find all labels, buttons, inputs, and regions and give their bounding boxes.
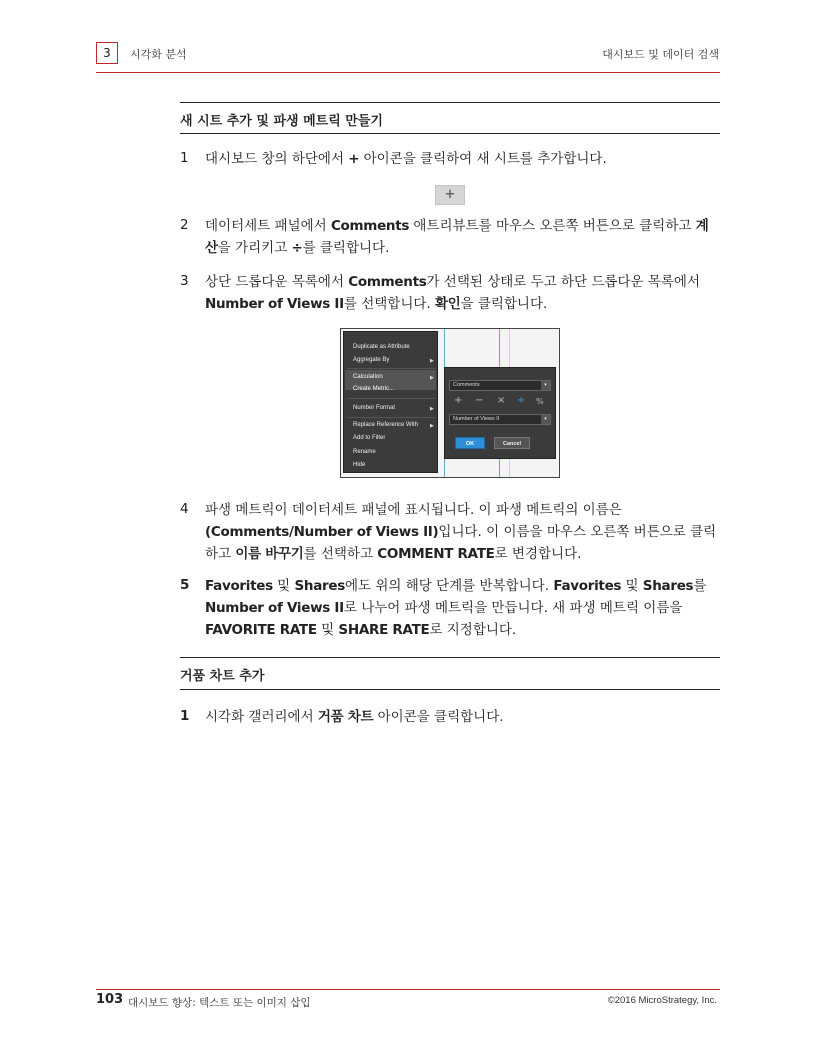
step-number: 2 <box>180 217 189 233</box>
step-text: 시각화 갤러리에서 거품 차트 아이콘을 클릭합니다. <box>205 709 504 725</box>
menu-item-duplicate[interactable]: Duplicate as Attribute <box>353 344 410 350</box>
submenu-arrow-icon: ▶ <box>430 375 434 381</box>
menu-item-replace-reference[interactable]: Replace Reference With <box>353 422 419 428</box>
menu-item-aggregate[interactable]: Aggregate By <box>353 357 390 363</box>
step-number: 4 <box>180 501 189 517</box>
running-title: 대시보드 및 데이터 검색 <box>602 48 719 61</box>
step-number: 3 <box>180 273 189 289</box>
step-text: 상단 드롭다운 목록에서 Comments가 선택된 상태로 두고 하단 드롭다운 목록에서 Number of Views II를 선택합니다. 확인을 클릭합니다. <box>205 274 700 312</box>
submenu-arrow-icon: ▶ <box>430 423 434 429</box>
menu-item-rename[interactable]: Rename <box>353 449 376 455</box>
section-top-rule <box>180 657 720 658</box>
top-metric-select[interactable]: Comments ▾ <box>449 380 551 391</box>
add-sheet-plus-icon: + <box>435 185 465 205</box>
step-number: 5 <box>180 577 190 593</box>
divide-operator[interactable]: ÷ <box>517 395 526 406</box>
step-text: 데이터세트 패널에서 Comments 애트리뷰트를 마우스 오른쪽 버튼으로 클릭하고 계산을 가리키고 ÷를 클릭합니다. <box>205 218 709 256</box>
minus-operator[interactable]: − <box>475 395 484 406</box>
step-number: 1 <box>180 150 189 166</box>
copyright: ©2016 MicroStrategy, Inc. <box>607 995 717 1006</box>
section-title-bubble-chart: 거품 차트 추가 <box>180 669 265 684</box>
menu-divider <box>347 368 435 369</box>
section-bottom-rule <box>180 133 720 134</box>
section-top-rule <box>180 102 720 103</box>
submenu-arrow-icon: ▶ <box>430 358 434 364</box>
menu-item-create-metric[interactable]: Create Metric... <box>353 386 395 392</box>
chapter-title: 시각화 분석 <box>130 48 187 61</box>
footer-title: 대시보드 향상: 텍스트 또는 이미지 삽입 <box>128 997 311 1009</box>
calculation-screenshot <box>340 328 560 478</box>
calculation-panel <box>444 367 556 459</box>
plus-operator[interactable]: + <box>454 395 463 406</box>
section-bottom-rule <box>180 689 720 690</box>
step-text: Favorites 및 Shares에도 위의 해당 단계를 반복합니다. Favorites 및 Shares를 Number of Views II로 나누어 파생 메트릭을 만듭니다. 새 파생 메트릭 이름을 FAVORITE RATE 및 SHARE RATE로 지정합니다. <box>205 578 707 638</box>
menu-item-hide[interactable]: Hide <box>353 462 366 468</box>
section-title-new-sheet: 새 시트 추가 및 파생 메트릭 만들기 <box>180 114 383 129</box>
submenu-arrow-icon: ▶ <box>430 406 434 412</box>
page-number: 103 <box>96 992 124 1007</box>
ok-button[interactable]: OK <box>455 437 485 449</box>
menu-divider <box>347 417 435 418</box>
step-number: 1 <box>180 708 190 724</box>
cancel-button[interactable]: Cancel <box>494 437 530 449</box>
step-text: 파생 메트릭이 데이터세트 패널에 표시됩니다. 이 파생 메트릭의 이름은 (Comments/Number of Views II)입니다. 이 이름을 마우스 오른쪽 버튼으로 클릭하고 이름 바꾸기를 선택하고 COMMENT RATE로 변경합니다. <box>205 502 717 562</box>
menu-item-number-format[interactable]: Number Format <box>353 405 396 411</box>
menu-divider <box>347 398 435 399</box>
multiply-operator[interactable]: × <box>497 395 506 406</box>
menu-item-calculation[interactable]: Calculation <box>353 374 383 380</box>
bottom-metric-select[interactable]: Number of Views II ▾ <box>449 414 551 425</box>
chevron-down-icon: ▾ <box>541 415 550 424</box>
footer-divider <box>96 989 720 990</box>
step-text: 대시보드 창의 하단에서 + 아이콘을 클릭하여 새 시트를 추가합니다. <box>205 151 607 167</box>
chapter-number-box: 3 <box>96 42 118 64</box>
menu-item-add-to-filter[interactable]: Add to Filter <box>353 435 386 441</box>
header-divider <box>96 72 720 73</box>
percent-operator[interactable]: % <box>536 397 544 406</box>
context-menu <box>343 331 438 473</box>
chevron-down-icon: ▾ <box>541 381 550 390</box>
